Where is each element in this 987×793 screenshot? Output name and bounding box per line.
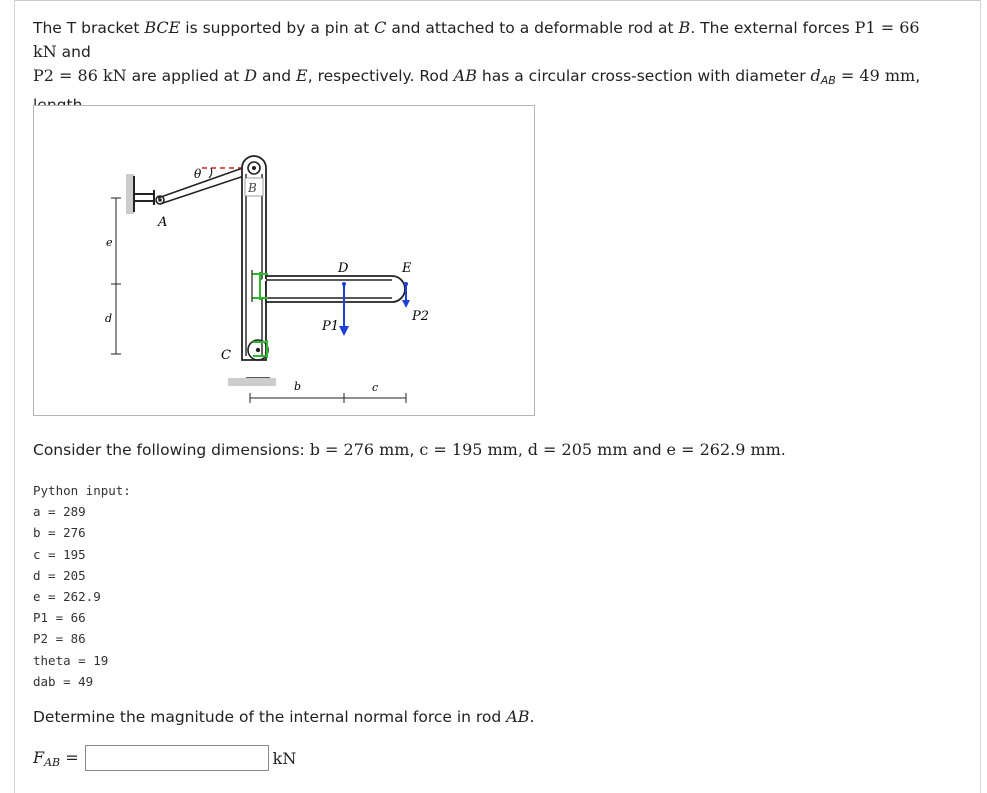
answer-unit: kN <box>272 748 297 768</box>
fab-answer-input[interactable] <box>85 745 269 771</box>
d-value: d = 205 mm <box>527 440 628 459</box>
pin-c <box>256 348 260 352</box>
python-line: theta = 19 <box>33 652 109 668</box>
python-line: e = 262.9 <box>33 589 101 605</box>
b-value: b = 276 mm <box>309 440 410 459</box>
python-line: a = 289 <box>33 504 86 520</box>
point-d <box>342 282 346 286</box>
dimensions-statement: Consider the following dimensions: b = 276 mm, c = 195 mm, d = 205 mm and e = 262.9 mm. <box>33 440 786 459</box>
support-ground <box>228 378 276 386</box>
label-p2: P2 <box>412 309 430 324</box>
python-line: b = 276 <box>33 525 86 541</box>
problem-statement: The T bracket BCE is supported by a pin at C and attached to a deformable rod at B. The external forces P1 = 66 kN and P2 = 86 kN are applied at D and E, respectively. Rod AB has a circular cross-section with diameter $d_{AB} = 49$ mm, <box>33 16 933 141</box>
t-bracket-diagram <box>34 106 534 415</box>
wall-support-a <box>126 174 134 214</box>
label-e: E <box>402 261 412 276</box>
point-e <box>404 282 408 286</box>
t-bracket-figure <box>33 105 535 416</box>
python-line: c = 195 <box>33 546 86 562</box>
label-d-dim: d <box>105 312 113 325</box>
theta-label: θ <box>194 167 202 181</box>
p1-value: P1 = 66 kN <box>33 18 920 61</box>
label-c-dim: c <box>372 381 379 394</box>
label-p1: P1 <box>322 319 340 334</box>
python-line: dab = 49 <box>33 673 94 689</box>
e-value: e = 262.9 mm <box>666 440 781 459</box>
p2-value: P2 = 86 kN <box>33 66 127 85</box>
content-frame-top <box>14 0 981 1</box>
python-input-header: Python input: <box>33 483 131 498</box>
python-line: P1 = 66 <box>33 610 86 626</box>
force-p2-arrowhead <box>402 300 410 308</box>
c-value: c = 195 mm <box>419 440 518 459</box>
python-line: d = 205 <box>33 567 86 583</box>
python-input-block <box>33 480 131 692</box>
python-line: P2 = 86 <box>33 631 86 647</box>
label-b: B <box>248 181 257 195</box>
label-b-dim: b <box>294 380 302 393</box>
label-d: D <box>338 261 349 276</box>
angle-arc <box>209 168 212 178</box>
label-e-dim: e <box>106 236 113 249</box>
question-text: Determine the magnitude of the internal normal force in rod AB. <box>33 707 535 726</box>
pin-b <box>252 166 256 170</box>
rod-ab-edge-upper <box>158 164 254 198</box>
dab-value: = 49 mm <box>835 66 916 85</box>
pin-a <box>158 198 162 202</box>
force-p1-arrowhead <box>339 326 349 336</box>
answer-row <box>33 743 296 773</box>
answer-label: $F_{AB}$ = <box>33 747 79 769</box>
content-frame-right <box>980 0 981 793</box>
label-c: C <box>221 348 231 363</box>
label-a: A <box>158 215 168 230</box>
content-frame-left <box>14 0 15 793</box>
